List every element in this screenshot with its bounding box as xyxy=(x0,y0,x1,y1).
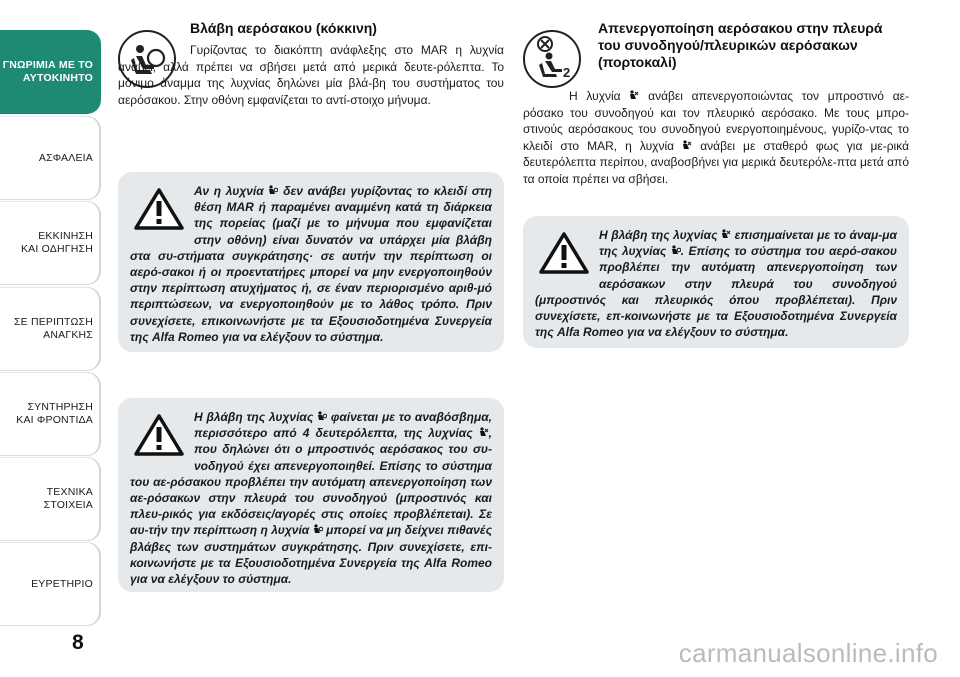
tab-label: ΣΕ ΠΕΡΙΠΤΩΣΗ xyxy=(13,316,93,328)
warning-note xyxy=(118,398,504,592)
airbag-lamp-icon xyxy=(313,524,323,535)
section-heading: Βλάβη αερόσακου (κόκκινη) xyxy=(190,20,377,36)
warning-triangle-icon xyxy=(134,413,184,457)
left-section xyxy=(190,20,504,37)
tab-label: ΑΥΤΟΚΙΝΗΤΟ xyxy=(22,72,93,84)
airbag-lamp-icon xyxy=(671,245,681,256)
airbag-lamp-icon xyxy=(268,185,278,196)
heading-line: (πορτοκαλί) xyxy=(598,54,677,70)
page-number: 8 xyxy=(72,631,84,654)
note-text: . Επίσης το σύστημα του αερό-σακου προβλέπει την αυτόματη απενεργοποίηση των αερόσακων στην πλευρά του συνοδηγού (μπροστινός και πλευρικός όπου προβλέπεται). Πριν συνεχίσετε, επ-κοινωνήστε με τα Εξουσιοδοτημένα Συνεργεία της Alfa Romeo για να ελέγξουν το σύστημα. xyxy=(535,244,897,340)
airbag-off-lamp-icon xyxy=(629,90,639,101)
tab-index[interactable] xyxy=(0,542,101,626)
tab-label: ΣΥΝΤΗΡΗΣΗ xyxy=(27,401,93,413)
body-paragraph: ανάβει απενεργοποιώντας τον μπροστινό αε-ρόσακο του συνοδηγού και τον πλευρικό αερόσακο. Με τους μπρο-στινούς αερόσακους του συνοδηγού ενεργοποιημένους, γυρίζο-ντας το κλειδί στο MAR, η λυχνία xyxy=(523,89,910,153)
tab-emergency[interactable] xyxy=(0,287,101,371)
tab-label: ΚΑΙ ΦΡΟΝΤΙΔΑ xyxy=(16,414,93,426)
tab-label: ΕΥΡΕΤΗΡΙΟ xyxy=(31,577,93,590)
warning-note xyxy=(523,216,909,348)
right-body-text xyxy=(523,88,909,187)
body-paragraph: ανάβει με σταθερό φως για με-ρικά δευτερόλεπτα περίπου, αναβοσβήνει για μερικά δευτερόλε-πτα μετά από τα οποία πρέπει να σβήσει. xyxy=(523,138,910,186)
note-text: μπορεί να μη δείχνει πιθανές βλάβες των συστημάτων συγκράτησης. Πριν συνεχίσετε, επι-κοινωνήστε με τα Εξουσιοδοτημένα Συνεργεία της Alfa Romeo για να ελέγξουν το σύστημα. xyxy=(130,523,492,587)
airbag-lamp-icon xyxy=(317,411,327,422)
warning-triangle-icon xyxy=(134,187,184,231)
tab-starting-driving[interactable] xyxy=(0,201,101,285)
tab-label: ΓΝΩΡΙΜΙΑ ΜΕ ΤΟ xyxy=(2,59,93,71)
airbag-off-lamp-icon xyxy=(479,427,489,438)
warning-note xyxy=(118,172,504,352)
tab-technical-data[interactable] xyxy=(0,457,101,541)
airbag-off-icon xyxy=(523,30,581,88)
note-text: Η βλάβη της λυχνίας xyxy=(599,228,718,242)
tab-safety[interactable] xyxy=(0,116,101,200)
note-text: Η βλάβη της λυχνίας xyxy=(194,410,314,424)
heading-line: του συνοδηγού/πλευρικών αερόσακων xyxy=(598,37,858,53)
watermark: carmanualsonline.info xyxy=(678,638,938,668)
section-heading xyxy=(598,20,908,71)
tab-label: ΚΑΙ ΟΔΗΓΗΣΗ xyxy=(20,243,93,255)
body-paragraph: Η λυχνία xyxy=(569,89,621,103)
chapter-sidebar xyxy=(0,0,104,677)
left-body-text xyxy=(118,42,504,108)
note-text: Αν η λυχνία xyxy=(194,184,264,198)
tab-label: ΤΕΧΝΙΚΑ xyxy=(46,486,93,498)
airbag-off-lamp-icon xyxy=(721,229,731,240)
note-text: , που δηλώνει ότι ο μπροστινός αερόσακος του συ-νοδηγού έχει απενεργοποιηθεί. Επίσης το σύστημα του αε-ρόσακου προβλέπει την αυτόματη απενεργοποίηση των αε-ρόσακων στην πλευρά του συνοδηγού (μπροστινός και πλευ-ρικός για εκδόσεις/αγορές στις οποίες προβλέπεται). Σε αυ-τήν την περίπτωση η λυχνία xyxy=(130,426,493,538)
tab-label: ΑΝΑΓΚΗΣ xyxy=(43,329,93,341)
tab-label: ΑΣΦΑΛΕΙΑ xyxy=(38,151,93,164)
note-text: δεν ανάβει γυρίζοντας το κλειδί στη θέση MAR ή παραμένει αναμμένη κατά τη διάρκεια της πορείας (μαζί με το μήνυμα που εμφανίζεται στην οθόνη) είναι δυνατόν να υπάρχει μία βλάβη στα συ-στήματα συγκράτησης· σε αυτήν την περίπτωση οι αερό-σακοι ή οι προεντατήρες μπορεί να μην ενεργοποιηθούν στην περίπτωση ατυχήματος ή, σε έναν περιορισμένο αριθ-μό περιπτώσεων, να ενεργοποιηθούν με το λάθος τρόπο. Πριν συνεχίσετε, επικοινωνήστε με τα Εξουσιοδοτημένα Συνεργεία της Alfa Romeo για να ελέγξουν το σύστημα. xyxy=(130,184,492,344)
tab-maintenance[interactable] xyxy=(0,372,101,456)
heading-line: Απενεργοποίηση αερόσακου στην πλευρά xyxy=(598,20,883,36)
icon-number: 2 xyxy=(563,65,571,80)
tab-label: ΣΤΟΙΧΕΙΑ xyxy=(43,499,93,511)
body-paragraph: Γυρίζοντας το διακόπτη ανάφλεξης στο MAR η λυχνία ανάβει, αλλά πρέπει να σβήσει μετά από μερικά δευτε-ρόλεπτα. Το μόνιμο άναμμα της λυχνίας δηλώνει μία βλά-βη του συστήματος του αερόσακου. Στην οθόνη εμφανίζεται το αντί-στοιχο μήνυμα. xyxy=(118,43,504,107)
note-text: φαίνεται με το αναβόσβημα, περισσότερο από 4 δευτερόλεπτα, της λυχνίας xyxy=(194,410,492,441)
warning-triangle-icon xyxy=(539,231,589,275)
note-text: επισημαίνεται με το άναμ-μα της λυχνίας xyxy=(599,228,897,259)
tab-getting-to-know[interactable] xyxy=(0,30,101,114)
airbag-off-lamp-icon xyxy=(682,140,692,151)
tab-label: ΕΚΚΙΝΗΣΗ xyxy=(38,230,93,242)
